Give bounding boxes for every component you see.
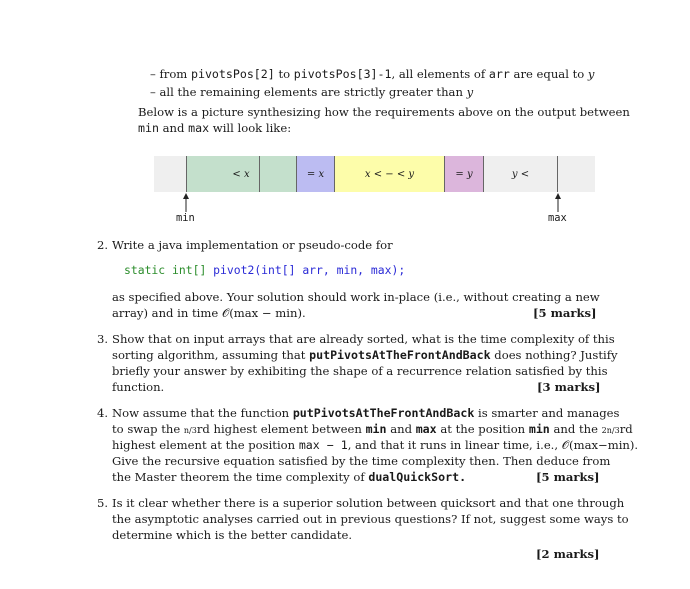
bullet-2: – all the remaining elements are strictly greater than y xyxy=(150,85,474,99)
bullet-2-text: all the remaining elements are strictly greater than xyxy=(159,85,463,99)
code-min: min xyxy=(138,121,159,135)
q2-line2: as specified above. Your solution should work in-place (i.e., without creating a new xyxy=(112,290,600,304)
q3-marks: [3 marks] xyxy=(537,380,601,394)
q3-number: 3. xyxy=(97,332,109,346)
code-min: min xyxy=(528,422,550,436)
max-label: max xyxy=(548,212,567,224)
q5-line3: determine which is the better candidate. xyxy=(112,528,353,542)
bullet-1-text-b: to xyxy=(278,67,291,81)
code-keyword-static: static xyxy=(124,263,166,277)
picture-intro-line2: min and max will look like: xyxy=(138,121,292,135)
q2-line3: array) and in time 𝒪(max − min). xyxy=(112,306,306,320)
code-putpivotsatthefrontandback: putPivotsAtTheFrontAndBack xyxy=(292,406,475,420)
cell-less-x-b: < x xyxy=(223,156,260,192)
code-pivot2-signature: pivot2(int[] arr, min, max); xyxy=(213,263,406,277)
q2-complexity: 𝒪(max − min). xyxy=(221,306,306,320)
code-max-minus-1: max − 1 xyxy=(298,438,348,452)
min-arrow-head-icon xyxy=(183,193,189,199)
q4-line1: Now assume that the function putPivotsAtTheFrontAndBack is smarter and manages xyxy=(112,406,620,420)
code-max: max xyxy=(415,422,437,436)
code-dualquicksort: dualQuickSort. xyxy=(368,470,467,484)
diagram-arrows xyxy=(0,0,690,220)
code-keyword-int: int[] xyxy=(172,263,207,277)
code-putpivotsatthefrontandback: putPivotsAtTheFrontAndBack xyxy=(309,348,491,362)
q3-line3: briefly your answer by exhibiting the shape of a recurrence relation satisfied by this xyxy=(112,364,608,378)
code-min: min xyxy=(365,422,387,436)
q2-marks: [5 marks] xyxy=(533,306,597,320)
code-pivotspos-2: pivotsPos[2] xyxy=(190,67,275,81)
q4-complexity: 𝒪(max−min). xyxy=(561,438,639,452)
bullet-1: – from pivotsPos[2] to pivotsPos[3]-1, all elements of arr are equal to y xyxy=(150,67,595,81)
q4-line4: Give the recursive equation satisfied by the time complexity then. Then deduce from xyxy=(112,454,611,468)
q2-line1: Write a java implementation or pseudo-code for xyxy=(112,238,393,252)
q3-line4: function. xyxy=(112,380,165,394)
min-label: min xyxy=(176,212,195,224)
picture-intro-line1: Below is a picture synthesizing how the requirements above on the output between xyxy=(138,105,630,119)
q4-line2: to swap the n/3rd highest element between min and max at the position min and the 2n/3rd xyxy=(112,422,633,436)
q5-number: 5. xyxy=(97,496,109,510)
q5-marks: [2 marks] xyxy=(536,547,600,561)
fraction-2n-over-3: 2n/3 xyxy=(601,426,620,435)
code-max: max xyxy=(188,121,210,135)
q5-line2: the asymptotic analyses carried out in previous questions? If not, suggest some ways to xyxy=(112,512,629,526)
var-y: y xyxy=(587,67,595,81)
bullet-1-text-c: , all elements of xyxy=(391,67,486,81)
bullet-1-text-a: from xyxy=(159,67,188,81)
q4-number: 4. xyxy=(97,406,109,420)
bullet-1-text-d: are equal to xyxy=(513,67,585,81)
q4-marks: [5 marks] xyxy=(536,470,600,484)
max-arrow-head-icon xyxy=(555,193,561,199)
code-pivotspos-3: pivotsPos[3]-1 xyxy=(293,67,392,81)
q5-line1: Is it clear whether there is a superior solution between quicksort and that one through xyxy=(112,496,625,510)
var-y: y xyxy=(466,85,474,99)
q4-line5: the Master theorem the time complexity of dualQuickSort. xyxy=(112,470,467,484)
q2-number: 2. xyxy=(97,238,109,252)
q3-line2: sorting algorithm, assuming that putPivotsAtTheFrontAndBack does nothing? Justify xyxy=(112,348,618,362)
cell-equal-y: = y xyxy=(445,156,484,192)
q4-line3: highest element at the position max − 1, and that it runs in linear time, i.e., 𝒪(max−min). xyxy=(112,438,639,452)
q3-line1: Show that on input arrays that are already sorted, what is the time complexity of this xyxy=(112,332,615,346)
fraction-n-over-3: n/3 xyxy=(183,426,197,435)
q2-code-signature xyxy=(124,263,405,277)
cell-between-x-y: x < − < y xyxy=(335,156,445,192)
cell-greater-y: y < xyxy=(484,156,558,192)
cell-equal-x: = x xyxy=(297,156,335,192)
code-arr: arr xyxy=(488,67,510,81)
